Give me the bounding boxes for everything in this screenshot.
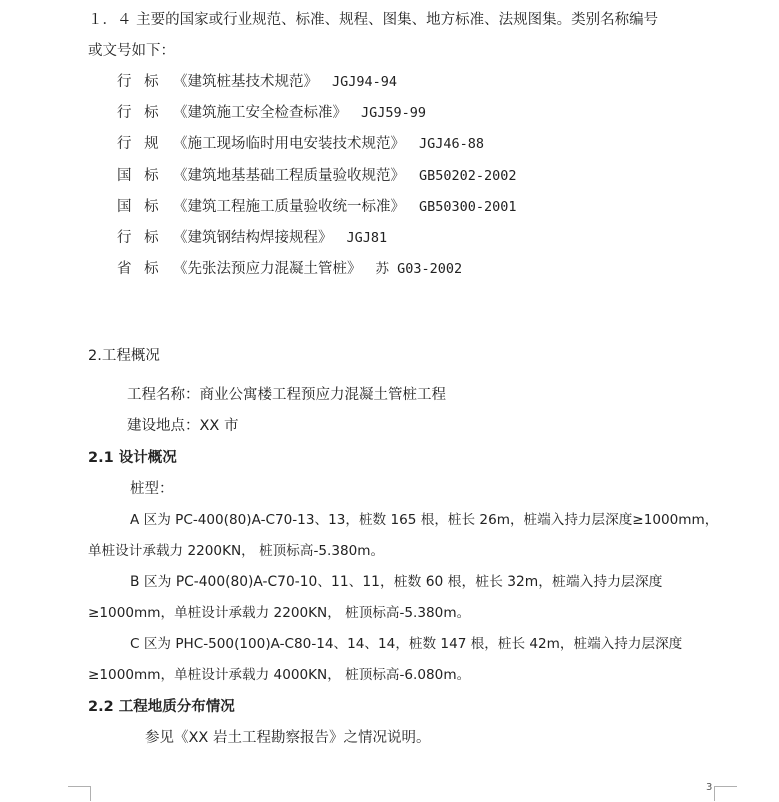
- standard-item: [117, 197, 517, 217]
- zone-b-line1: B 区为 PC-400(80)A-C70-10、11、11，桩数 60 根，桩长 32m，桩端入持力层深度: [130, 574, 663, 590]
- standard-code: 苏 G03-2002: [375, 261, 463, 277]
- standard-kind: 国 标: [117, 168, 163, 184]
- standard-item: [117, 103, 426, 123]
- standard-kind: 国 标: [117, 199, 163, 215]
- standard-item: [117, 134, 484, 154]
- project-location: 建设地点：XX 市: [127, 418, 239, 434]
- zone-c-line1: C 区为 PHC-500(100)A-C80-14、14、14，桩数 147 根，桩长 42m，桩端入持力层深度: [130, 636, 683, 652]
- standard-item: [117, 166, 517, 186]
- pile-type-label: 桩型：: [130, 481, 174, 497]
- standard-code: GB50300-2001: [419, 199, 517, 215]
- standard-name: 《建筑施工安全检查标准》: [173, 105, 347, 121]
- standard-name: 《建筑钢结构焊接规程》: [173, 230, 333, 246]
- standard-kind: 省 标: [117, 261, 163, 277]
- zone-b-line2: ≥1000mm，单桩设计承载力 2200KN， 桩顶标高-5.380m。: [88, 605, 471, 621]
- standard-name: 《建筑桩基技术规范》: [173, 74, 318, 90]
- standard-kind: 行 标: [117, 105, 163, 121]
- standard-item: [117, 259, 462, 279]
- project-name: 工程名称：商业公寓楼工程预应力混凝土管桩工程: [127, 387, 446, 403]
- page-number: 3: [706, 782, 713, 793]
- standard-code: JGJ59-99: [361, 105, 427, 121]
- page-corner-mark-right: [714, 786, 737, 801]
- standard-code: JGJ46-88: [419, 136, 485, 152]
- standard-kind: 行 标: [117, 74, 163, 90]
- standard-code: JGJ94-94: [332, 74, 398, 90]
- standard-code: JGJ81: [346, 230, 388, 246]
- zone-a-line1: A 区为 PC-400(80)A-C70-13、13，桩数 165 根，桩长 26m，桩端入持力层深度≥1000mm，: [130, 512, 719, 528]
- standard-name: 《先张法预应力混凝土管桩》: [173, 261, 362, 277]
- section-1-4-line1: １．４ 主要的国家或行业规范、标准、规程、图集、地方标准、法规图集。类别名称编号: [88, 12, 659, 28]
- standard-name: 《建筑地基基础工程质量验收规范》: [173, 168, 405, 184]
- section-2-heading: 2.工程概况: [88, 348, 160, 364]
- zone-a-line2: 单桩设计承载力 2200KN， 桩顶标高-5.380m。: [88, 543, 385, 559]
- standard-name: 《施工现场临时用电安装技术规范》: [173, 136, 405, 152]
- zone-c-line2: ≥1000mm，单桩设计承载力 4000KN， 桩顶标高-6.080m。: [88, 667, 471, 683]
- section-2-2-body: 参见《XX 岩土工程勘察报告》之情况说明。: [145, 730, 431, 746]
- standard-item: [117, 228, 387, 248]
- section-2-1-heading: 2.1 设计概况: [88, 450, 177, 466]
- standard-kind: 行 标: [117, 230, 163, 246]
- standard-item: [117, 72, 397, 92]
- standard-name: 《建筑工程施工质量验收统一标准》: [173, 199, 405, 215]
- standard-kind: 行 规: [117, 136, 163, 152]
- standard-code: GB50202-2002: [419, 168, 517, 184]
- section-2-2-heading: 2.2 工程地质分布情况: [88, 699, 235, 715]
- page-corner-mark-left: [68, 786, 91, 801]
- section-1-4-line2: 或文号如下：: [88, 43, 175, 59]
